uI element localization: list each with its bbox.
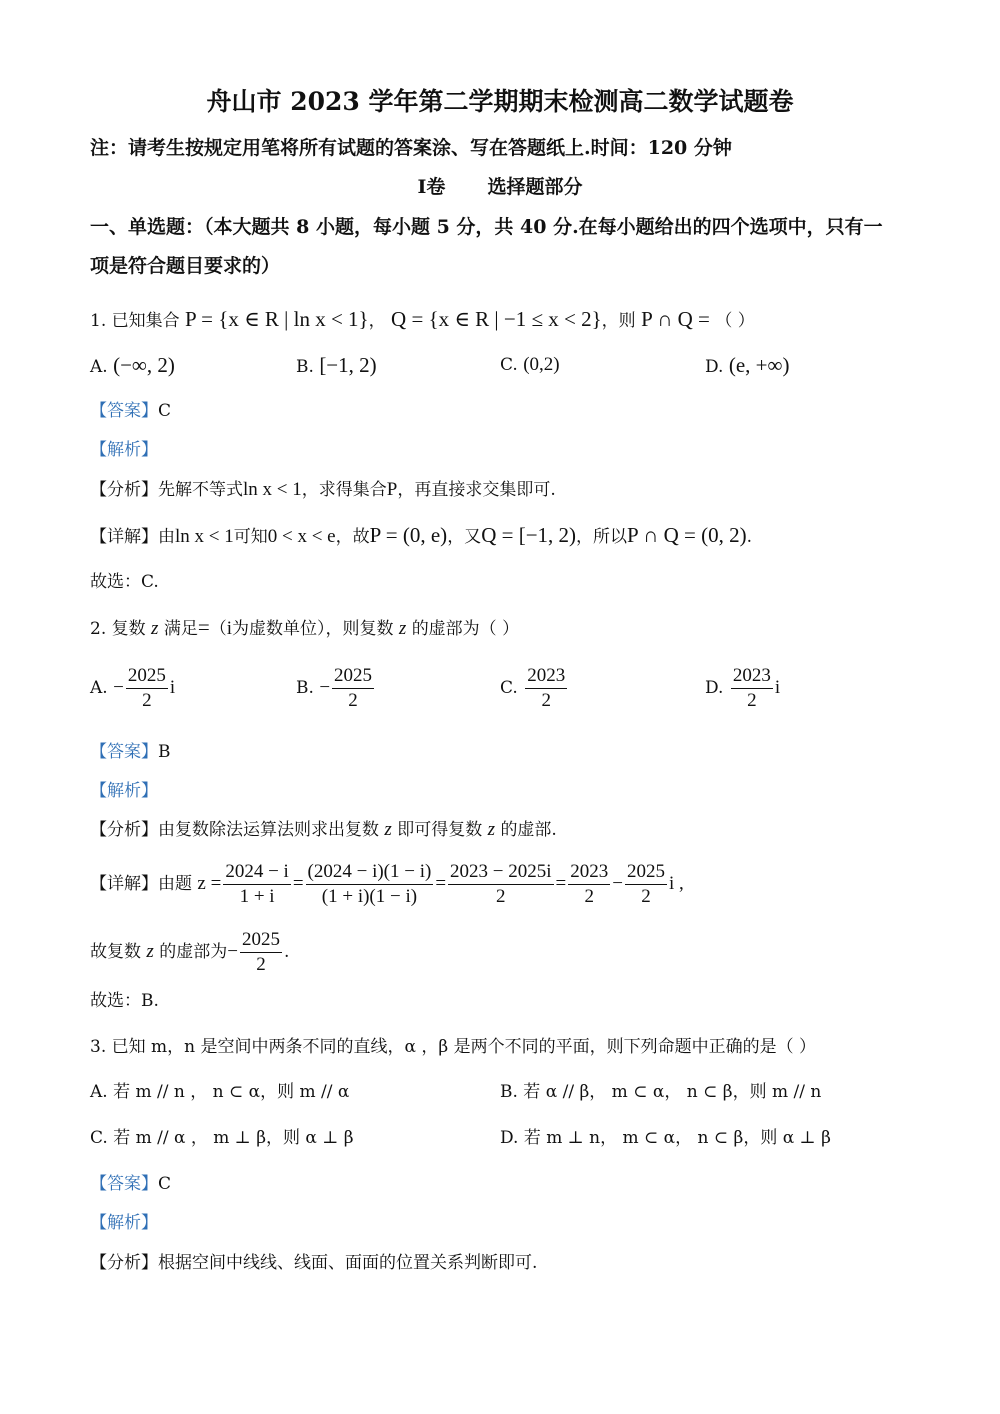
section-heading bbox=[0, 175, 1000, 199]
q2-conclusion: 故选：B. bbox=[90, 991, 159, 1011]
q1-intersection: P ∩ Q = bbox=[641, 307, 710, 331]
q1-analysis-label: 【解析】 bbox=[90, 440, 158, 460]
q3-option-a: A. 若 m // n ， n ⊂ α，则 m // α bbox=[90, 1082, 350, 1102]
q1-conclusion: 故选：C. bbox=[90, 572, 159, 592]
q2-option-d: D. $\frac{2023}{2}$ i bbox=[705, 665, 781, 711]
q2-imag-part: 故复数 z 的虚部为− $\frac{2025}{2}$ . bbox=[90, 929, 290, 975]
q2-option-c: C. $\frac{2023}{2}$ bbox=[500, 665, 566, 711]
q2-answer: 【答案】B bbox=[90, 742, 171, 762]
q2-analysis-label: 【解析】 bbox=[90, 781, 158, 801]
q3-stem: 3. 已知 m，n 是空间中两条不同的直线，α ，β 是两个不同的平面，则下列命题中正确的是（ ） bbox=[90, 1037, 817, 1057]
q2-option-a: A. − $\frac{2025}{2}$ i bbox=[90, 665, 176, 711]
page-title: 舟山市 2023 学年第二学期期末检测高二数学试题卷 bbox=[206, 87, 794, 116]
q3-option-c: C. 若 m // α ， m ⊥ β，则 α ⊥ β bbox=[90, 1128, 354, 1148]
q1-option-d: D. (e, +∞) bbox=[705, 353, 790, 377]
q1-stem: 1. 已知集合 P = {x ∈ R | ln x < 1}， Q = {x ∈ R | −1 ≤ x < 2}，则 P ∩ Q = （ ） bbox=[90, 307, 755, 331]
q3-brief: 【分析】根据空间中线线、线面、面面的位置关系判断即可. bbox=[90, 1253, 538, 1273]
exam-note: 注：请考生按规定用笔将所有试题的答案涂、写在答题纸上.时间：120 分钟 bbox=[90, 137, 732, 159]
q2-brief: 【分析】由复数除法运算法则求出复数 z 即可得复数 z 的虚部. bbox=[90, 819, 557, 840]
q3-answer: 【答案】C bbox=[90, 1174, 172, 1194]
q1-brief: 【分析】先解不等式ln x < 1，求得集合P，再直接求交集即可. bbox=[90, 479, 556, 500]
q1-blank: （ ） bbox=[715, 311, 755, 331]
q3-option-d: D. 若 m ⊥ n， m ⊂ α， n ⊂ β，则 α ⊥ β bbox=[500, 1128, 831, 1148]
q2-option-b: B. − $\frac{2025}{2}$ bbox=[296, 665, 373, 711]
q1-set-p: P = {x ∈ R | ln x < 1} bbox=[185, 307, 369, 331]
q1-answer: 【答案】C bbox=[90, 401, 172, 421]
section-name: 选择题部分 bbox=[487, 176, 583, 198]
q1-option-c: C. (0,2) bbox=[500, 354, 560, 375]
q1-option-b: B. [−1, 2) bbox=[296, 353, 377, 377]
answer-label: 【答案】 bbox=[90, 401, 158, 421]
q2-stem: 2. 复数 z 满足=（i为虚数单位），则复数 z 的虚部为（ ） bbox=[90, 615, 520, 639]
section-part: I卷 bbox=[417, 176, 446, 198]
q2-detail: 【详解】由题 z = $\frac{2024 - i}{1 + i}$ = $\frac{(2024 - i)(1 - i)}{(1 + i)(1 - i)}$ = $\frac{2023 - 2025i}{2}$ = $\frac{2023}{2}$ − $\frac{2025}{2}$ i , bbox=[90, 861, 684, 907]
q3-analysis-label: 【解析】 bbox=[90, 1213, 158, 1233]
q1-option-a: A. (−∞, 2) bbox=[90, 353, 175, 377]
q1-detail: 【详解】由ln x < 1可知0 < x < e，故P = (0, e)，又Q = [−1, 2)，所以P ∩ Q = (0, 2). bbox=[90, 523, 752, 547]
q1-set-q: Q = {x ∈ R | −1 ≤ x < 2} bbox=[391, 307, 602, 331]
section1-instructions-line1: 一、单选题：（本大题共 8 小题，每小题 5 分，共 40 分.在每小题给出的四个选项中，只有一 bbox=[90, 216, 883, 238]
q3-option-b: B. 若 α // β， m ⊂ α， n ⊂ β，则 m // n bbox=[500, 1082, 822, 1102]
section1-instructions-line2: 项是符合题目要求的） bbox=[90, 255, 281, 277]
